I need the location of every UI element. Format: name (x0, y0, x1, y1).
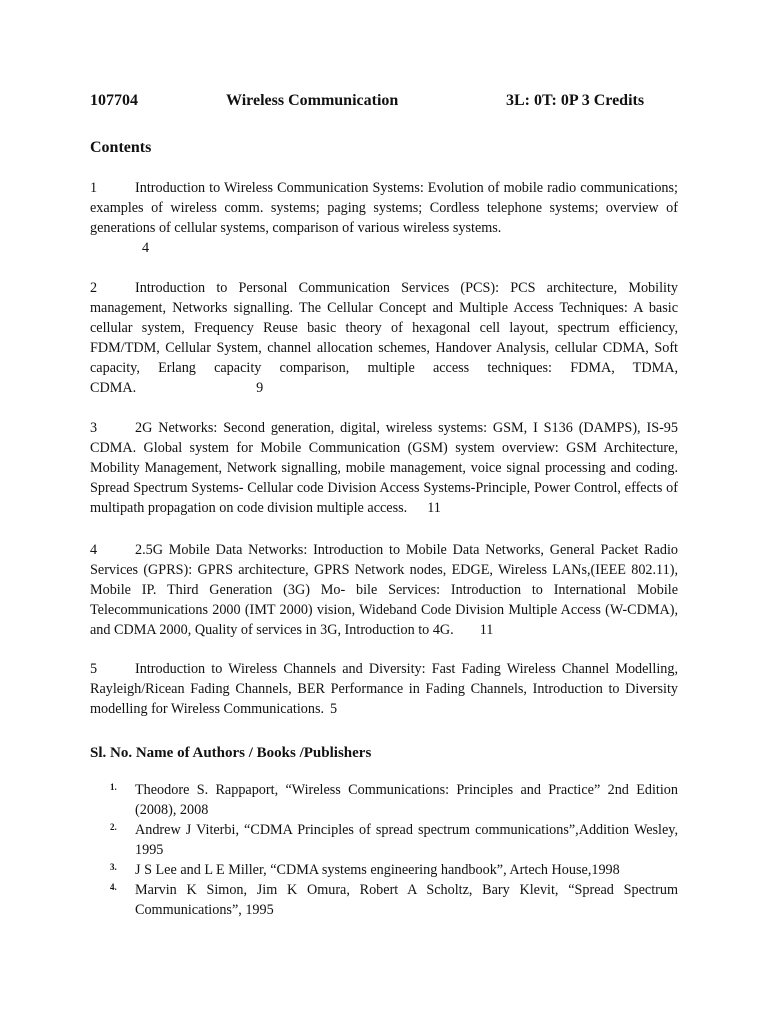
book-item (110, 860, 678, 880)
unit-2 (90, 278, 678, 398)
course-code: 107704 (90, 92, 138, 109)
unit-pages: 11 (479, 622, 494, 638)
books-heading: Sl. No. Name of Authors / Books /Publishers (90, 745, 372, 761)
unit-text: 2G Networks: Second generation, digital, wireless systems: GSM, I S136 (DAMPS), IS-95 CDMA. Global system for Mobile Communication (GSM) system overview: GSM Architecture, Mobility Management, Network signalling, mobile management, voice signal processing and coding. Spread Spectrum Systems- Cellular code Division Access Systems-Principle, Power Control, effects of multipath propagation on code division multiple access. (90, 420, 678, 516)
unit-4 (90, 540, 678, 640)
unit-number: 1 (90, 180, 98, 196)
book-number: 3. (110, 862, 117, 872)
book-number: 4. (110, 882, 117, 892)
book-text: Andrew J Viterbi, “CDMA Principles of spread spectrum communications”,Addition Wesley, 1995 (135, 822, 678, 858)
unit-pages: 9 (256, 380, 264, 396)
unit-3 (90, 418, 678, 518)
unit-1 (90, 178, 678, 258)
book-text: J S Lee and L E Miller, “CDMA systems engineering handbook”, Artech House,1998 (135, 862, 620, 878)
book-list (110, 780, 678, 920)
unit-text: Introduction to Wireless Channels and Diversity: Fast Fading Wireless Channel Modelling, Rayleigh/Ricean Fading Channels, BER Performance in Fading Channels, Introduction to Diversity modelling for Wireless Communications. (90, 661, 678, 717)
book-text: Marvin K Simon, Jim K Omura, Robert A Scholtz, Bary Klevit, “Spread Spectrum Communications”, 1995 (135, 882, 678, 918)
unit-text: Introduction to Wireless Communication Systems: Evolution of mobile radio communications; examples of wireless comm. systems; paging systems; Cordless telephone systems; overview of generations of cellular systems, comparison of various wireless systems. (90, 180, 678, 236)
unit-pages: 5 (330, 701, 338, 717)
course-header (90, 92, 680, 116)
book-number: 1. (110, 782, 117, 792)
unit-pages: 11 (427, 500, 441, 516)
book-item (110, 820, 678, 860)
contents-heading: Contents (90, 139, 152, 156)
unit-number: 5 (90, 661, 98, 677)
book-item (110, 880, 678, 920)
unit-5 (90, 659, 678, 719)
unit-number: 2 (90, 280, 98, 296)
course-credits: 3L: 0T: 0P 3 Credits (506, 92, 645, 109)
unit-text: 2.5G Mobile Data Networks: Introduction to Mobile Data Networks, General Packet Radio Services (GPRS): GPRS architecture, GPRS Network nodes, EDGE, Wireless LANs,(IEEE 802.11), Mobile IP. Third Generation (3G) Mo- bile Services: Introduction to International Mobile Telecommunications 2000 (IMT 2000) vision, Wideband Code Division Multiple Access (W-CDMA), and CDMA 2000, Quality of services in 3G, Introduction to 4G. (90, 542, 678, 638)
unit-pages: 4 (142, 240, 150, 256)
book-number: 2. (110, 822, 117, 832)
unit-number: 4 (90, 542, 98, 558)
unit-text: Introduction to Personal Communication Services (PCS): PCS architecture, Mobility management, Networks signalling. The Cellular Concept and Multiple Access Techniques: A basic cellular system, Frequency Reuse basic theory of hexagonal cell layout, spectrum efficiency, FDM/TDM, Cellular System, channel allocation schemes, Handover Analysis, cellular CDMA, Soft capacity, Erlang capacity comparison, multiple access techniques: FDMA, TDMA, CDMA. (90, 280, 678, 396)
book-item (110, 780, 678, 820)
unit-number: 3 (90, 420, 98, 436)
course-title: Wireless Communication (226, 92, 399, 109)
book-text: Theodore S. Rappaport, “Wireless Communications: Principles and Practice” 2nd Edition (2008), 2008 (135, 782, 678, 818)
